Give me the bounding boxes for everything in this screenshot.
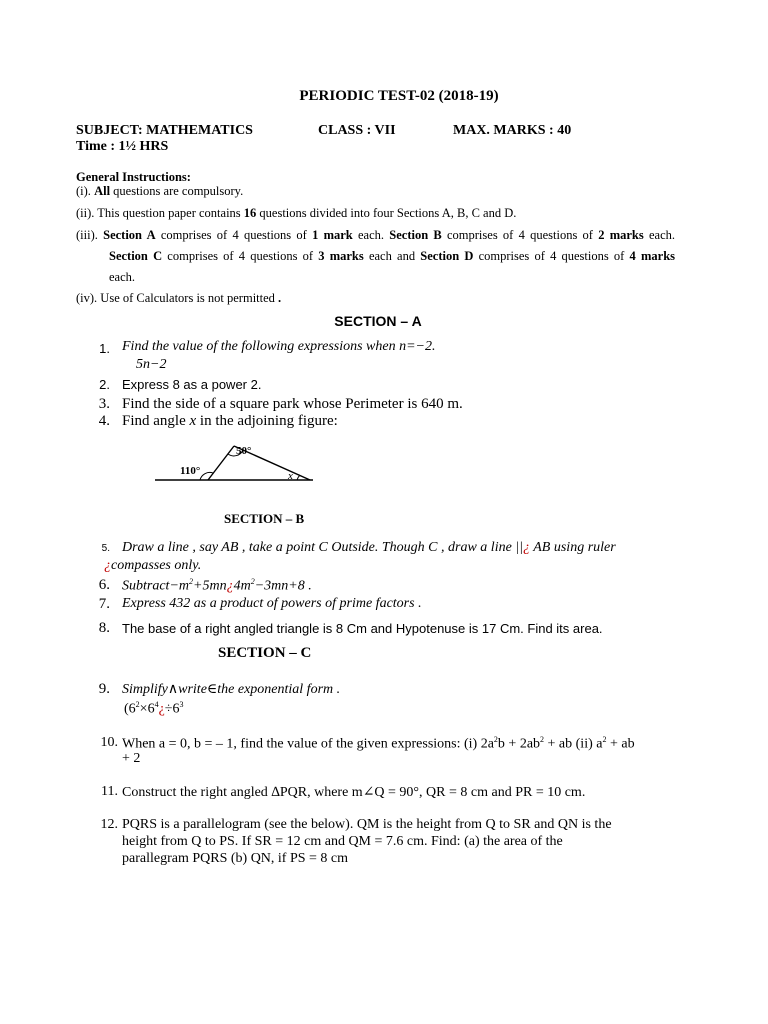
q5-line2-red: ¿: [104, 558, 111, 573]
instruction-i-prefix: (i).: [76, 184, 95, 198]
q6-d: 4m: [233, 578, 251, 594]
figure-label-110: 110°: [180, 465, 201, 477]
q1-text: Find the value of the following expressions when n=−2.: [122, 339, 436, 354]
q7-text: Express 432 as a product of powers of prime factors .: [122, 596, 422, 611]
q4-text-x: x: [189, 413, 197, 429]
q5-line1: [122, 540, 616, 556]
paper-title: PERIODIC TEST-02 (2018-19): [299, 88, 499, 104]
instruction-iii-b1: Section A: [103, 228, 156, 242]
q10-d: + ab: [606, 736, 635, 752]
instruction-iii-b2: 1 mark: [312, 228, 353, 242]
q10-sup1: 2: [493, 735, 498, 744]
q7-number: 7.: [98, 596, 110, 612]
instruction-iii-b4: 2 marks: [598, 228, 644, 242]
figure-label-50: 50°: [236, 445, 252, 457]
q5-line1-a: Draw a line , say AB , take a point C Outside. Though C , draw a line: [122, 540, 516, 555]
q9-expression: [124, 700, 183, 718]
q1-expression: 5n−2: [136, 357, 167, 372]
q6-red: ¿: [226, 578, 234, 594]
instruction-iii-t3: comprises of 4 questions of: [441, 228, 599, 242]
q9-red: ¿: [158, 701, 165, 717]
instruction-i-rest: questions are compulsory.: [110, 184, 244, 198]
q12-line2: height from Q to PS. If SR = 12 cm and QM = 7.6 cm. Find: (a) the area of the: [122, 834, 563, 849]
instruction-iii-line3: each.: [109, 270, 136, 284]
q11-text: Construct the right angled ∆PQR, where m∠Q = 90°, QR = 8 cm and PR = 10 cm.: [122, 785, 586, 800]
instruction-iv-text: (iv). Use of Calculators is not permitted: [76, 291, 279, 305]
figure-label-x: x: [288, 470, 293, 482]
q1-number: 1.: [99, 341, 110, 356]
q3-text: Find the side of a square park whose Perimeter is 640 m.: [122, 396, 463, 412]
instruction-iii-l2-b3: Section D: [420, 249, 474, 263]
q6-e: −3mn+8 .: [254, 578, 312, 594]
instruction-iii-l2-b1: Section C: [109, 249, 163, 263]
instruction-iii-prefix: (iii).: [76, 228, 104, 242]
instruction-ii-rest: questions divided into four Sections A, B, C and D.: [256, 206, 517, 220]
q12-number: 12.: [100, 817, 118, 832]
q9-b: ×6: [139, 701, 155, 717]
instruction-ii: [76, 206, 516, 221]
q6-sup2: 2: [250, 577, 255, 586]
instruction-iii-line1: [76, 228, 675, 243]
q10-sup3: 2: [602, 735, 607, 744]
instruction-iii-l2-t1: comprises of 4 questions of: [162, 249, 319, 263]
q6-a: Subtract: [122, 578, 170, 594]
instruction-iii-t1: comprises of 4 questions of: [155, 228, 313, 242]
q3-number: 3.: [98, 396, 110, 412]
instruction-iii-t2: each.: [352, 228, 390, 242]
q10-b: b + 2ab: [497, 736, 541, 752]
max-marks-label: MAX. MARKS : 40: [453, 123, 572, 138]
class-label: CLASS : VII: [318, 123, 396, 138]
instruction-iii-line2: [109, 249, 675, 264]
q6-sup1: 2: [189, 577, 194, 586]
q9-number: 9.: [98, 681, 110, 697]
time-label: Time : 1½ HRS: [76, 139, 169, 154]
section-b-heading: SECTION – B: [224, 511, 305, 526]
q4-text-b: in the adjoining figure:: [196, 413, 338, 429]
instruction-ii-bold: 16: [243, 206, 257, 220]
q2-number: 2.: [99, 377, 110, 392]
instruction-iii-b3: Section B: [389, 228, 442, 242]
q4-text-a: Find angle: [122, 413, 190, 429]
q9-text: Simplify∧write∈the exponential form .: [122, 682, 341, 697]
q5-parallel-symbol: ||: [515, 540, 523, 555]
q10-sup2: 2: [540, 735, 545, 744]
q10-c: + ab (ii) a: [544, 736, 603, 752]
q10-number: 10.: [100, 735, 118, 750]
instruction-i: [76, 184, 243, 199]
triangle-figure: [150, 440, 320, 485]
q6-b: −m: [169, 578, 190, 594]
q6-c: +5mn: [193, 578, 227, 594]
instruction-iii-l2-t3: comprises of 4 questions of: [473, 249, 630, 263]
q6-number: 6.: [98, 577, 110, 593]
q8-number: 8.: [98, 620, 110, 636]
q9-sup3: 3: [179, 700, 184, 709]
q10-line2: + 2: [122, 751, 141, 766]
instruction-iii-l2-b2: 3 marks: [318, 249, 364, 263]
q2-text: Express 8 as a power 2.: [122, 377, 262, 392]
q4-number: 4.: [98, 413, 110, 429]
section-c-heading: SECTION – C: [218, 645, 312, 661]
q8-text: The base of a right angled triangle is 8 Cm and Hypotenuse is 17 Cm. Find its area.: [122, 621, 603, 636]
section-a-heading: SECTION – A: [334, 313, 422, 329]
q4-text: [122, 413, 338, 430]
q5-line1-red: ¿: [523, 540, 530, 555]
q10-line1: [122, 735, 635, 753]
q6-text: [122, 577, 312, 595]
instruction-ii-prefix: (ii). This question paper contains: [76, 206, 244, 220]
instruction-i-bold: All: [94, 184, 111, 198]
q5-number: 5.: [101, 543, 110, 554]
q12-line3: parallegram PQRS (b) QN, if PS = 8 cm: [122, 851, 349, 866]
instruction-iv-dot: .: [278, 291, 282, 305]
subject-label: SUBJECT: MATHEMATICS: [76, 123, 253, 138]
q5-line1-b: AB using ruler: [530, 540, 616, 555]
figure-left-side: [208, 446, 234, 480]
q11-number: 11.: [101, 784, 118, 799]
q9-sup2: 4: [154, 700, 159, 709]
q9-c: ÷6: [164, 701, 180, 717]
q10-a: When a = 0, b = – 1, find the value of the given expressions: (i) 2a: [122, 736, 494, 752]
instruction-iii-l2-t2: each and: [363, 249, 421, 263]
instruction-iii-l2-b4: 4 marks: [629, 249, 676, 263]
q12-line1: PQRS is a parallelogram (see the below). QM is the height from Q to SR and QN is the: [122, 817, 612, 832]
q9-a: (6: [124, 701, 136, 717]
instruction-iv: [76, 291, 281, 306]
q5-line2-text: compasses only.: [111, 558, 202, 573]
instructions-heading: General Instructions:: [76, 170, 191, 184]
q5-line2: [104, 558, 201, 574]
figure-arc-x: [297, 475, 300, 480]
q9-sup1: 2: [135, 700, 140, 709]
instruction-iii-t4: each.: [643, 228, 676, 242]
